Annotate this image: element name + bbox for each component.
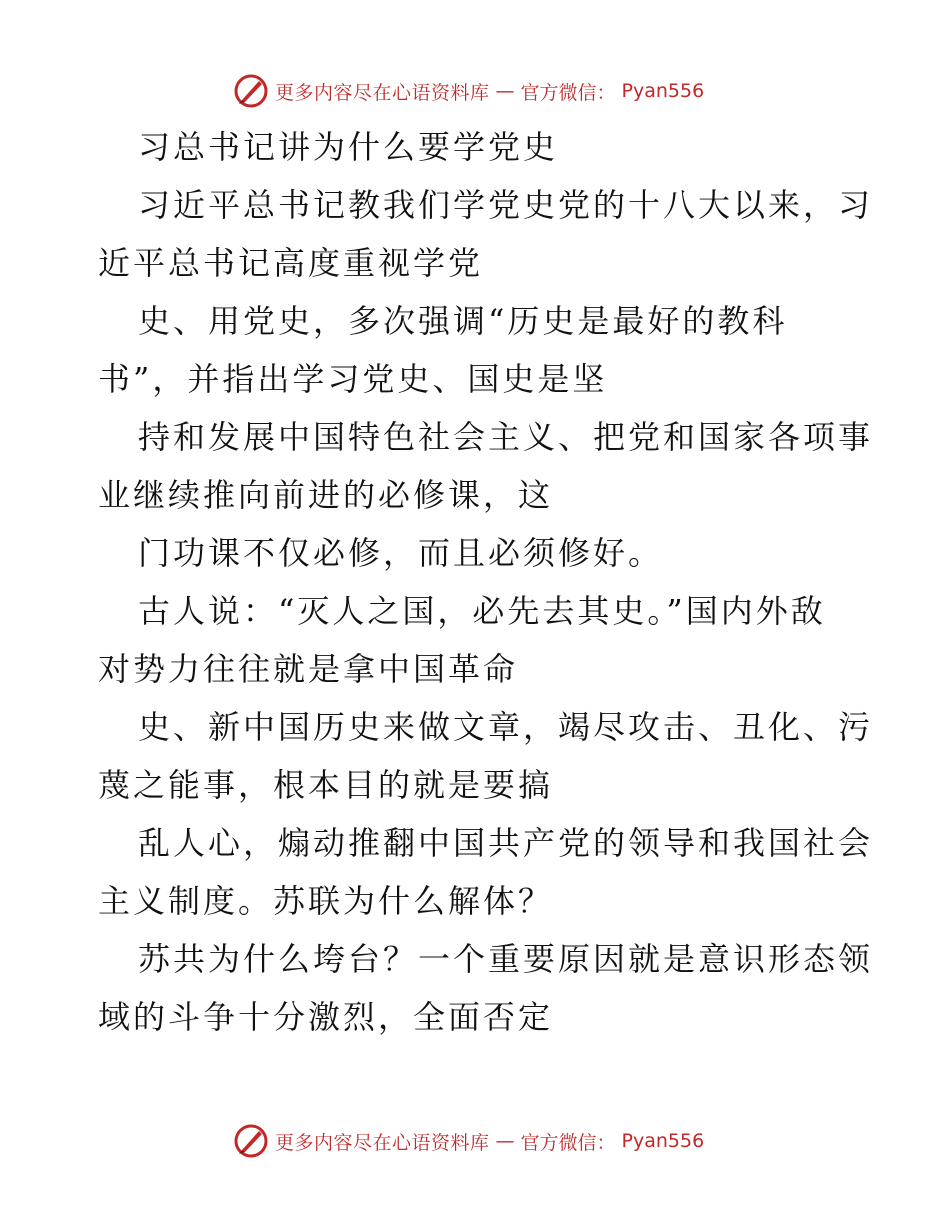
paragraph-line: 主义制度。苏联为什么解体？ (98, 882, 554, 920)
banner-handle: Pyan556 (621, 1130, 705, 1152)
header-banner (233, 71, 704, 111)
banner-handle-label: 官方微信： (520, 1131, 616, 1154)
paragraph-line: 习近平总书记教我们学党史党的十八大以来，习 (138, 186, 874, 224)
paragraph-line: 业继续推向前进的必修课，这 (98, 476, 554, 514)
banner-text: 更多内容尽在心语资料库 (275, 81, 490, 104)
document-title: 习总书记讲为什么要学党史 (138, 128, 559, 166)
paragraph-line: 乱人心，煽动推翻中国共产党的领导和我国社会 (138, 824, 874, 862)
banner-separator: — (495, 1130, 515, 1152)
paragraph-line: 对势力往往就是拿中国革命 (98, 650, 519, 688)
banner-separator: — (495, 80, 515, 102)
paragraph-line: 史、用党史，多次强调“历史是最好的教科 (138, 302, 788, 340)
paragraph-line: 书”，并指出学习党史、国史是坚 (98, 360, 608, 398)
paragraph-line: 苏共为什么垮台？一个重要原因就是意识形态领 (138, 940, 874, 978)
paragraph-line: 古人说：“灭人之国，必先去其史。”国内外敌 (138, 592, 826, 630)
pen-feather-logo-icon (233, 1123, 269, 1159)
document-body (98, 118, 874, 1046)
paragraph-line: 近平总书记高度重视学党 (98, 244, 484, 282)
footer-banner (233, 1121, 704, 1161)
banner-handle-label: 官方微信： (520, 81, 616, 104)
paragraph-line: 蔑之能事，根本目的就是要搞 (98, 766, 554, 804)
banner-handle: Pyan556 (621, 80, 705, 102)
banner-text: 更多内容尽在心语资料库 (275, 1131, 490, 1154)
paragraph-line: 门功课不仅必修，而且必须修好。 (138, 534, 664, 572)
pen-feather-logo-icon (233, 73, 269, 109)
paragraph-line: 史、新中国历史来做文章，竭尽攻击、丑化、污 (138, 708, 874, 746)
paragraph-line: 域的斗争十分激烈，全面否定 (98, 998, 554, 1036)
paragraph-line: 持和发展中国特色社会主义、把党和国家各项事 (138, 418, 874, 456)
